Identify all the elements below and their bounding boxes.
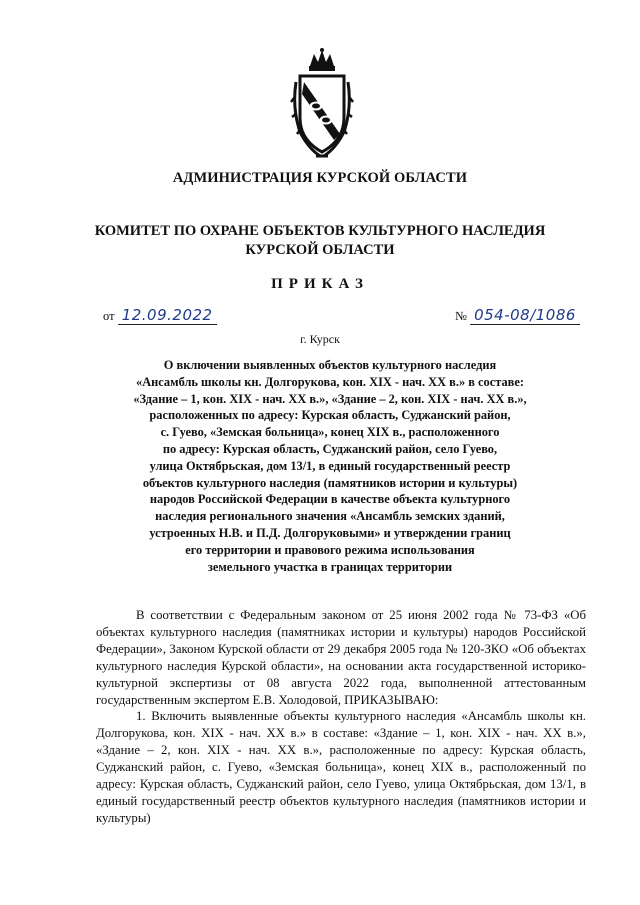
clause-1-paragraph: 1. Включить выявленные объекты культурного наследия «Ансамбль школы кн. Долгорукова, кон. XIX - нач. XX в.» в составе: «Здание – 1, кон. XIX - нач. XX в.», «Здание – 2, кон. XIX - нач. XX в.», расположенные по адресу: Курская область, Суджанский район, с. Гуево, «Земская больница», конец XIX в., расположенный по адресу: Курская область, Суджанский район, село Гуево, улица Октябрьская, дом 13/1, в единый государственный реестр объектов культурного наследия (памятников истории и культуры) <box>96 709 586 825</box>
order-subject <box>100 357 560 575</box>
subject-line: по адресу: Курская область, Суджанский район, село Гуево, <box>162 441 498 456</box>
subject-line: его территории и правового режима использования <box>185 542 475 557</box>
subject-line: наследия регионального значения «Ансамбль земских зданий, <box>155 509 505 524</box>
committee-title <box>0 222 640 260</box>
date-prefix: от <box>103 309 115 323</box>
subject-line: устроенных Н.В. и П.Д. Долгоруковыми» и утверждении границ <box>149 525 511 540</box>
number-prefix: № <box>455 309 467 323</box>
city-label: г. Курск <box>300 332 340 346</box>
subject-line: расположенных по адресу: Курская область, Суджанский район, <box>149 408 511 423</box>
subject-line: объектов культурного наследия (памятников истории и культуры) <box>142 475 518 490</box>
document-type: ПРИКАЗ <box>271 276 369 292</box>
subject-line: земельного участка в границах территории <box>207 559 453 574</box>
organization-title: АДМИНИСТРАЦИЯ КУРСКОЙ ОБЛАСТИ <box>172 170 468 186</box>
date-field <box>103 306 217 325</box>
number-value: 054-08/1086 <box>474 306 576 324</box>
preamble-paragraph: В соответствии с Федеральным законом от 25 июня 2002 года № 73-ФЗ «Об объектах культурного наследия (памятниках истории и культуры) народов Российской Федерации», Законом Курской области от 29 декабря 2005 года № 120-ЗКО «Об объектах культурного наследия Курской области», на основании акта государственной историко-культурной экспертизы от 08 августа 2022 года, выполненной аттестованным государственным экспертом Е.В. Холодовой, ПРИКАЗЫВАЮ: <box>96 608 586 707</box>
subject-line: с. Гуево, «Земская больница», конец XIX в., расположенного <box>160 425 500 440</box>
subject-line: народов Российской Федерации в качестве объекта культурного <box>149 492 511 507</box>
date-value: 12.09.2022 <box>121 306 213 324</box>
order-body <box>96 607 586 827</box>
committee-title-line-1: КОМИТЕТ ПО ОХРАНЕ ОБЪЕКТОВ КУЛЬТУРНОГО НАСЛЕДИЯ <box>94 223 546 239</box>
subject-line: «Ансамбль школы кн. Долгорукова, кон. XIX - нач. XX в.» в составе: <box>136 374 524 389</box>
subject-line: «Здание – 1, кон. XIX - нач. XX в.», «Здание – 2, кон. XIX - нач. XX в.», <box>133 391 527 406</box>
committee-title-line-2: КУРСКОЙ ОБЛАСТИ <box>245 242 395 258</box>
number-field <box>455 306 580 325</box>
subject-line: О включении выявленных объектов культурного наследия <box>163 358 497 372</box>
subject-line: улица Октябрьская, дом 13/1, в единый государственный реестр <box>149 458 511 473</box>
kursk-coat-of-arms-icon <box>290 48 354 160</box>
